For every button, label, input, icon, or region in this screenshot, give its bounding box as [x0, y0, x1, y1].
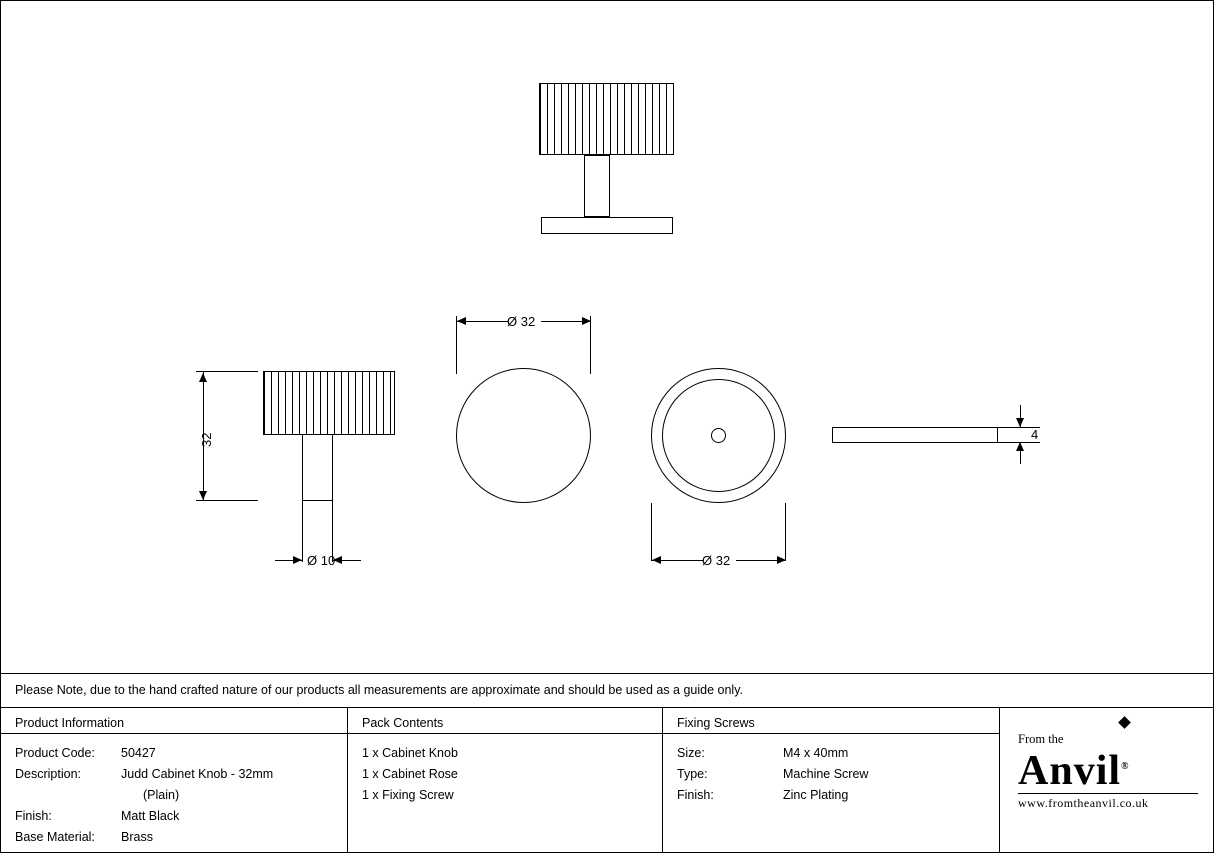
- rose-dim-ext-left: [651, 503, 652, 561]
- info-block: [1, 707, 1213, 852]
- note-bar: [1, 673, 1213, 707]
- brand-logo-column: [1000, 708, 1213, 852]
- note-text: Please Note, due to the hand crafted nature of our products all measurements are approximate and should be used as a guide only.: [15, 683, 744, 697]
- field-value: Matt Black: [121, 809, 180, 823]
- stem-dim-ext-left: [302, 500, 303, 562]
- logo-url: www.fromtheanvil.co.uk: [1018, 796, 1149, 810]
- table-row: [677, 764, 999, 785]
- knob-plan-circle: [456, 368, 591, 503]
- diamond-icon: [1118, 716, 1131, 729]
- field-label: Finish:: [677, 788, 714, 802]
- field-label: Description:: [15, 767, 81, 781]
- field-label: Type:: [677, 767, 708, 781]
- field-label: Product Code:: [15, 746, 95, 760]
- rose-dim-arrow-left: [652, 556, 661, 564]
- field-value: Zinc Plating: [783, 788, 849, 802]
- height-ext-top: [196, 371, 258, 372]
- stem-right-edge: [332, 435, 333, 500]
- field-value: 50427: [121, 746, 156, 760]
- plan-diameter-label: Ø 32: [507, 314, 536, 329]
- field-value: Brass: [121, 830, 153, 844]
- field-value: Machine Screw: [783, 767, 869, 781]
- logo-word-text: Anvil: [1018, 748, 1122, 794]
- rose-screw-hole: [711, 428, 726, 443]
- table-row: [15, 827, 347, 848]
- knob-body-knurled-side: [263, 371, 395, 435]
- height-dim-label: 32: [199, 432, 214, 447]
- table-row: [15, 785, 347, 806]
- logo-top-line: From the: [1018, 732, 1064, 746]
- product-information-column: [1, 708, 348, 852]
- knob-stem: [584, 155, 610, 217]
- thickness-arrow-down: [1016, 418, 1024, 427]
- stem-left-edge: [302, 435, 303, 500]
- table-row: [15, 743, 347, 764]
- fixing-screws-heading: Fixing Screws: [677, 716, 755, 730]
- field-label: Size:: [677, 746, 705, 760]
- table-row: [15, 806, 347, 827]
- plan-dim-arrow-right: [582, 317, 591, 325]
- stem-dim-arrow-right: [293, 556, 302, 564]
- pack-contents-heading: Pack Contents: [362, 716, 444, 730]
- logo-wordmark: [1018, 746, 1198, 792]
- height-arrow-up: [199, 373, 207, 382]
- table-row: [15, 764, 347, 785]
- pack-contents-body: [348, 731, 662, 806]
- knob-body-knurled: [539, 83, 674, 155]
- thickness-arrow-up: [1016, 442, 1024, 451]
- rose-dim-ext-right: [785, 503, 786, 561]
- list-item: 1 x Cabinet Rose: [362, 767, 458, 781]
- field-value: (Plain): [143, 788, 180, 802]
- list-item: 1 x Cabinet Knob: [362, 746, 458, 760]
- fixing-screws-column: [663, 708, 1000, 852]
- column-divider: [663, 733, 999, 734]
- stem-bottom-edge: [302, 500, 333, 501]
- rose-edge-rect: [832, 427, 998, 443]
- field-label: [15, 785, 121, 806]
- product-information-body: [1, 731, 347, 848]
- product-information-heading: Product Information: [15, 716, 125, 730]
- logo-registered-mark: ®: [1121, 761, 1130, 772]
- stem-diameter-label: Ø 10: [307, 553, 336, 568]
- height-ext-bottom: [196, 500, 258, 501]
- table-row: [677, 743, 999, 764]
- rose-diameter-label: Ø 32: [702, 553, 731, 568]
- rose-plate: [541, 217, 673, 234]
- column-divider: [1, 733, 347, 734]
- from-the-anvil-logo: [1000, 708, 1213, 852]
- thickness-label: 4: [1031, 427, 1039, 442]
- pack-contents-column: [348, 708, 663, 852]
- plan-dim-arrow-left: [457, 317, 466, 325]
- column-divider: [348, 733, 662, 734]
- field-label: Finish:: [15, 809, 52, 823]
- field-value: M4 x 40mm: [783, 746, 849, 760]
- fixing-screws-body: [663, 731, 999, 806]
- table-row: [677, 785, 999, 806]
- field-label: Base Material:: [15, 830, 95, 844]
- field-value: Judd Cabinet Knob - 32mm: [121, 767, 274, 781]
- rose-dim-arrow-right: [777, 556, 786, 564]
- list-item: 1 x Fixing Screw: [362, 788, 454, 802]
- height-arrow-down: [199, 491, 207, 500]
